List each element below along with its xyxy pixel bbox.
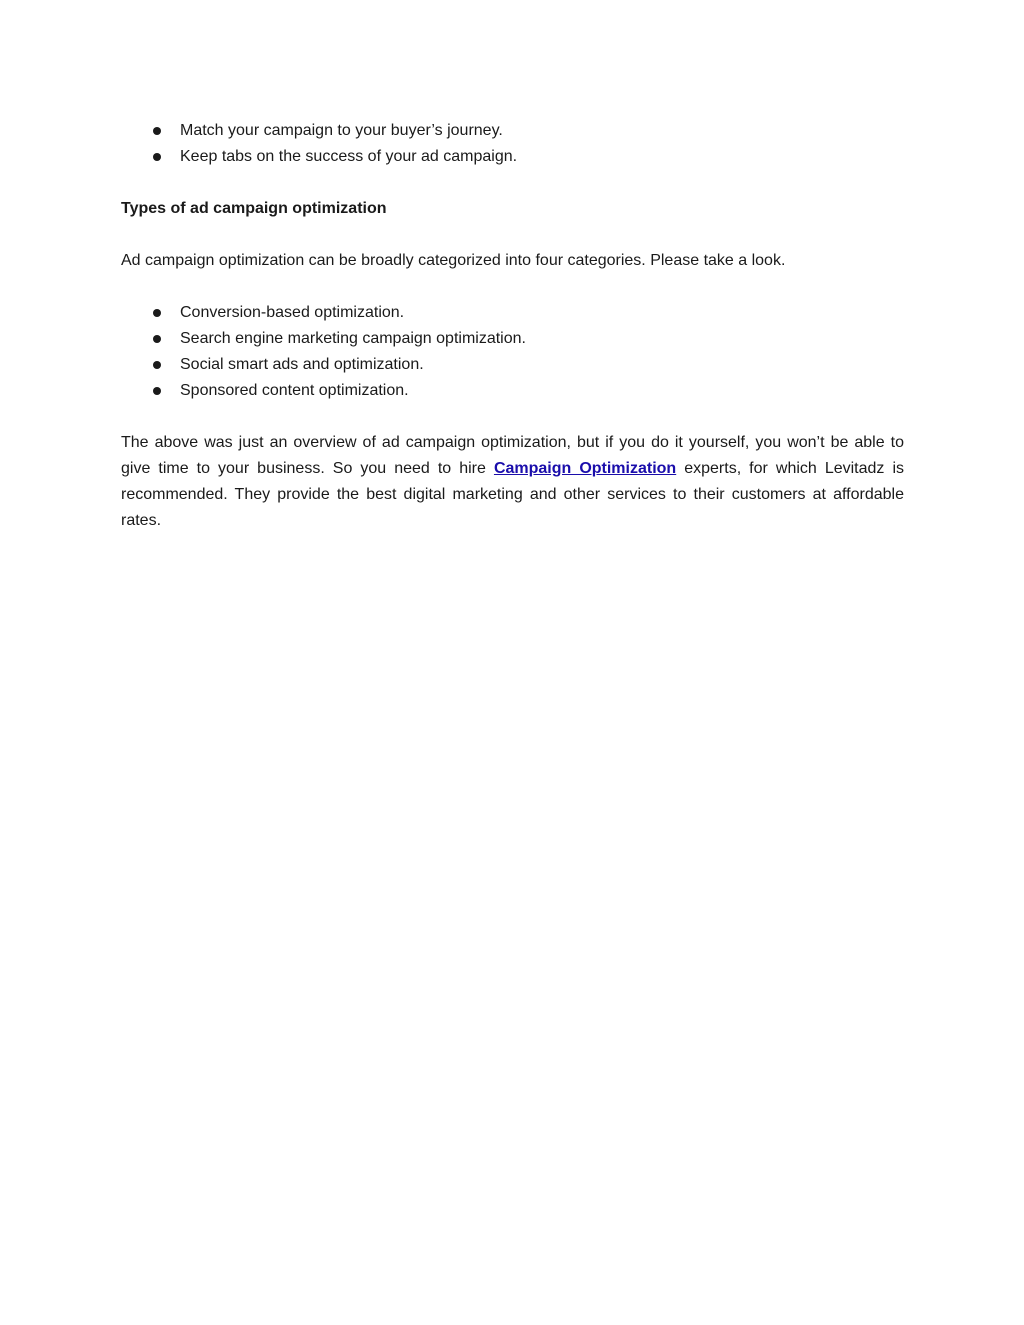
list-item xyxy=(121,144,904,170)
spacer xyxy=(121,170,904,196)
list-item xyxy=(121,118,904,144)
list-item-text: Keep tabs on the success of your ad campaign. xyxy=(180,148,518,165)
list-item xyxy=(121,300,904,326)
list-item xyxy=(121,326,904,352)
closing-paragraph xyxy=(121,430,904,534)
list-item xyxy=(121,352,904,378)
list-item-text: Match your campaign to your buyer’s journey. xyxy=(180,122,503,139)
closing-text-after-link: experts, for which Levitadz is recommended. They provide the best digital marketing and other services to their customers at affordable rates. xyxy=(121,460,904,529)
list-item-text: Search engine marketing campaign optimization. xyxy=(180,330,526,347)
bullet-icon xyxy=(153,309,161,317)
closing-text-before-link: The above was just an overview of ad campaign optimization, but if you do it yourself, you won’t be able to give time to your business. So you need to hire xyxy=(121,434,904,477)
list-item-text: Social smart ads and optimization. xyxy=(180,356,424,373)
campaign-optimization-link[interactable]: Campaign Optimization xyxy=(493,460,677,477)
document-page xyxy=(121,118,904,534)
bullet-icon xyxy=(153,127,161,135)
list-item xyxy=(121,378,904,404)
spacer xyxy=(121,274,904,300)
list-item-text: Conversion-based optimization. xyxy=(180,304,405,321)
bullet-icon xyxy=(153,387,161,395)
spacer xyxy=(121,404,904,430)
spacer xyxy=(121,222,904,248)
category-bullet-list xyxy=(121,300,904,404)
intro-bullet-list xyxy=(121,118,904,170)
section-heading: Types of ad campaign optimization xyxy=(121,200,387,217)
list-item-text: Sponsored content optimization. xyxy=(180,382,409,399)
bullet-icon xyxy=(153,361,161,369)
intro-paragraph: Ad campaign optimization can be broadly categorized into four categories. Please take a look. xyxy=(121,252,786,269)
bullet-icon xyxy=(153,335,161,343)
bullet-icon xyxy=(153,153,161,161)
